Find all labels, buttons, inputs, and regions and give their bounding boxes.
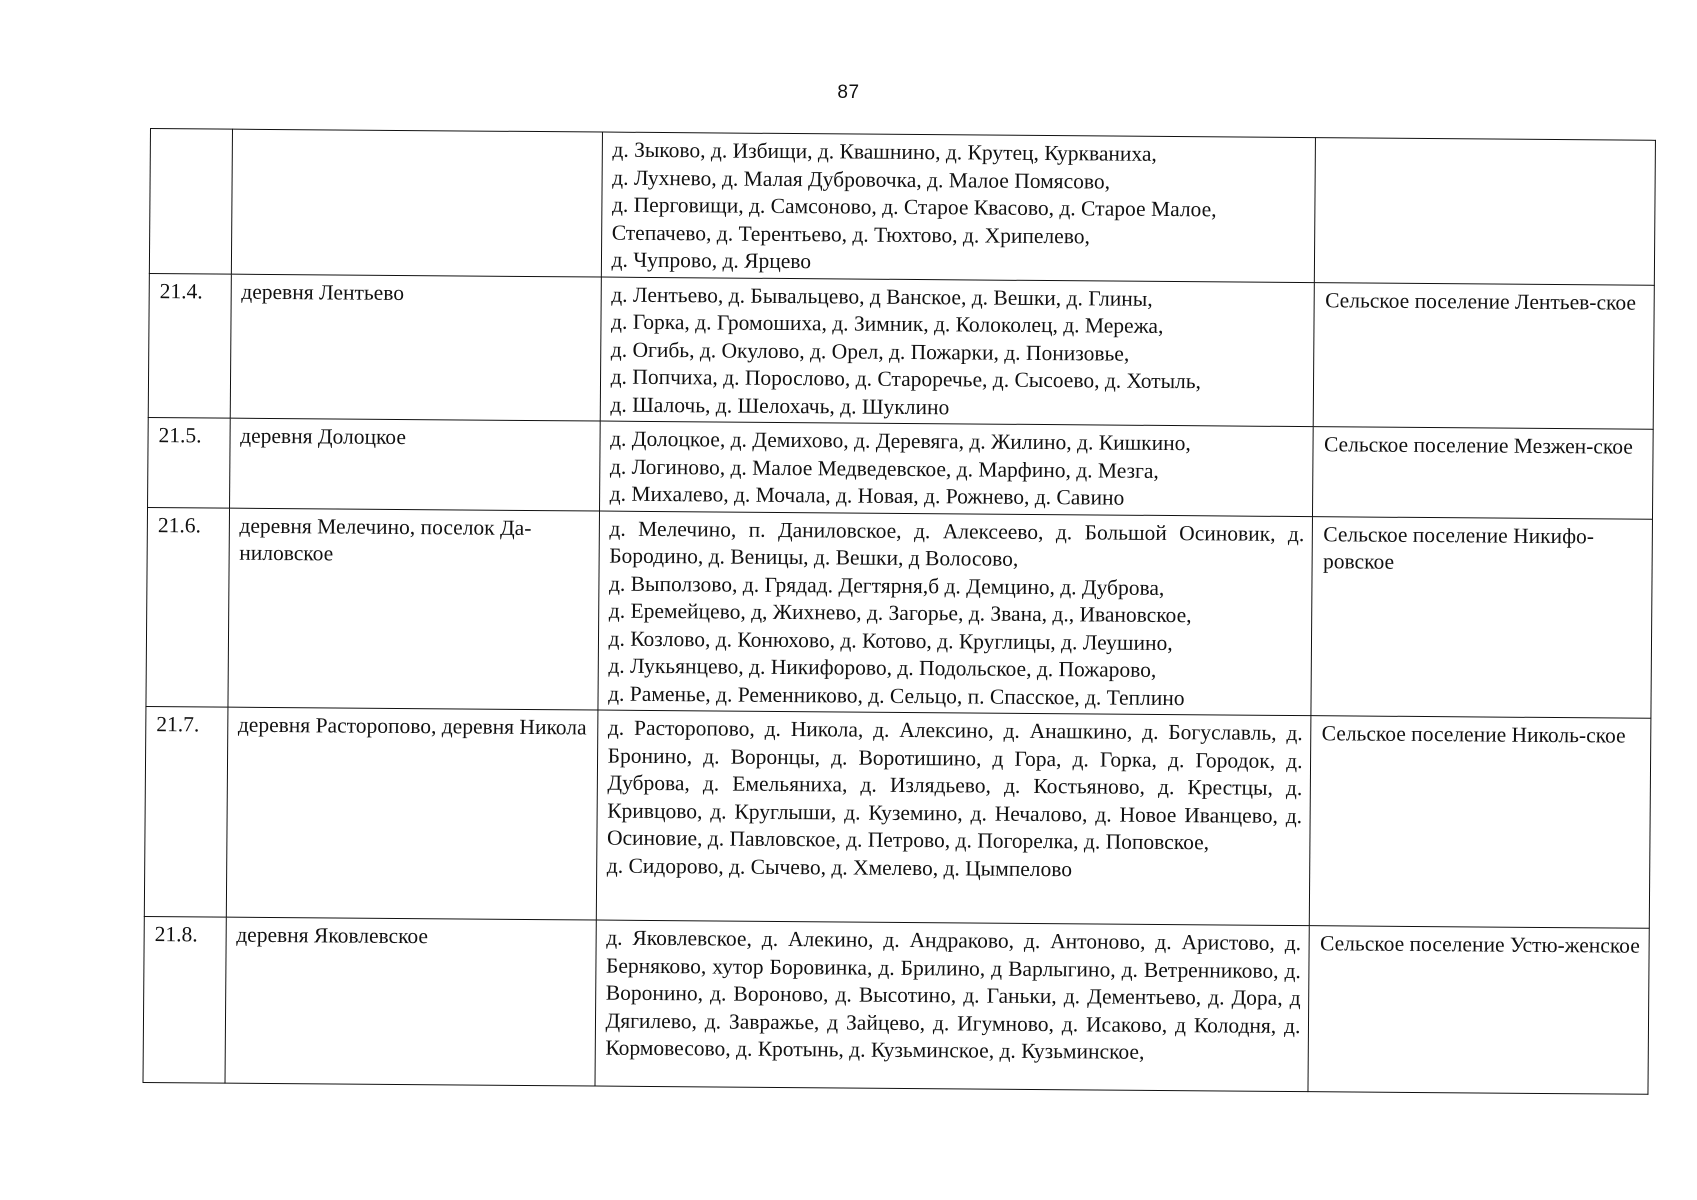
row-number: 21.4.: [148, 273, 231, 418]
table-row: [144, 706, 1651, 928]
table-row: [148, 273, 1654, 429]
villages-list: [600, 277, 1315, 427]
village-line: д. Попчиха, д. Порослово, д. Староречье, д. Сысоево, д. Хотыль,: [610, 364, 1202, 394]
village-line: д. Еремейцево, д, Жихнево, д. Загорье, д. Звана, д., Ивановское,: [608, 598, 1192, 628]
village-line: д. Зыково, д. Избищи, д. Квашнино, д. Крутец, Куркваниха,: [612, 137, 1157, 166]
village-line: д. Мелечино, п. Даниловское, д. Алексеево, д. Большой Осиновик, д. Бородино, д. Веницы, д. Вешки, д Волосово,: [609, 516, 1305, 571]
admin-center: деревня Расторопово, деревня Никола: [226, 707, 598, 920]
admin-center: деревня Лентьево: [230, 274, 601, 421]
village-line: д. Лухнево, д. Малая Дубровочка, д. Малое Помясово,: [612, 165, 1111, 194]
row-number: 21.6.: [146, 507, 229, 707]
village-line: д. Логиново, д. Малое Медведевское, д. Марфино, д. Мезга,: [609, 454, 1159, 483]
villages-list: [598, 511, 1313, 716]
admin-center: деревня Мелечино, поселок Да-ниловское: [228, 508, 600, 710]
village-line: д. Лукьянцево, д. Никифорово, д. Подольское, д. Пожарово,: [608, 653, 1157, 682]
villages-list: [601, 132, 1316, 282]
table-row: [148, 417, 1654, 518]
village-line: Степачево, д. Терентьево, д. Тюхтово, д. Хрипелево,: [611, 220, 1090, 248]
villages-list: [595, 920, 1310, 1092]
village-line: д. Расторопово, д. Никола, д. Алексино, д. Анашкино, д. Богуславль, д. Бронино, д. Воронцы, д. Воротишино, д Гора, д. Горка, д. Городок, д. Дуброва, д. Емельяниха, д. Излядьево, д. Костьяново, д. Крестцы, д. Кривцово, д. Круглыши, д. Куземино, д. Нечалово, д. Новое Иванцево, д. Осиновие, д. Павловское, д. Петрово, д. Погорелка, д. Поповское,: [606, 715, 1303, 855]
settlements-table: [142, 128, 1655, 1095]
table-row: [149, 129, 1655, 285]
village-line: д. Козлово, д. Конюхово, д. Котово, д. Круглицы, д. Леушино,: [608, 626, 1173, 655]
village-line: д. Яковлевское, д. Алекино, д. Андраково, д. Антоново, д. Аристово, д. Берняково, хутор Боровинка, д. Брилино, д Варлыгино, д. Ветренниково, д. Воронино, д. Вороново, д. Высотино, д. Ганьки, д. Дементьево, д. Дора, д Дягилево, д. Завражье, д Зайцево, д. Игумново, д. Исаково, д Колодня, д. Кормовесово, д. Кротынь, д. Кузьминское, д. Кузьминское,: [605, 925, 1302, 1064]
settlement-name: Сельское поселение Лентьев-ское: [1314, 282, 1655, 429]
admin-center: деревня Долоцкое: [229, 418, 600, 510]
village-line: д. Горка, д. Громошиха, д. Зимник, д. Колоколец, д. Мережа,: [610, 309, 1164, 338]
village-line: д. Перговищи, д. Самсоново, д. Старое Квасово, д. Старое Малое,: [611, 192, 1217, 222]
row-number: 21.7.: [144, 706, 227, 917]
village-line: д. Михалево, д. Мочала, д. Новая, д. Рожнево, д. Савино: [609, 481, 1125, 510]
village-line: д. Лентьево, д. Бывальцево, д Ванское, д. Вешки, д. Глины,: [611, 282, 1153, 311]
village-line: д. Сидорово, д. Сычево, д. Хмелево, д. Цымпелово: [606, 853, 1073, 881]
row-number: 21.5.: [148, 417, 230, 507]
table-row: [146, 507, 1653, 718]
village-line: д. Выползово, д. Грядад. Дегтярня,б д. Демцино, д. Дуброва,: [608, 571, 1165, 600]
village-line: д. Долоцкое, д. Демихово, д. Деревяга, д. Жилино, д. Кишкино,: [610, 426, 1191, 456]
row-number: 21.8.: [143, 916, 226, 1083]
villages-list: [599, 421, 1314, 516]
village-line: д. Огибь, д. Окулово, д. Орел, д. Пожарки, д. Понизовье,: [610, 337, 1130, 366]
settlement-name: Сельское поселение Николь-ское: [1310, 716, 1651, 929]
village-line: д. Чупрово, д. Ярцево: [611, 247, 812, 274]
admin-center: деревня Яковлевское: [225, 917, 596, 1086]
village-line: д. Шалочь, д. Шелохачь, д. Шуклино: [610, 392, 950, 419]
settlement-name: Сельское поселение Устю-женское: [1308, 926, 1649, 1095]
admin-center: [231, 129, 602, 276]
settlement-name: [1315, 138, 1656, 285]
village-line: д. Раменье, д. Ременниково, д. Сельцо, п. Спасское, д. Теплино: [608, 681, 1185, 710]
settlement-name: Сельское поселение Мезжен-ское: [1313, 427, 1653, 519]
settlement-name: Сельское поселение Никифо-ровское: [1311, 516, 1652, 718]
villages-list: [596, 710, 1311, 926]
page-number: 87: [837, 82, 860, 103]
row-number: [149, 129, 232, 274]
table-row: [143, 916, 1649, 1094]
